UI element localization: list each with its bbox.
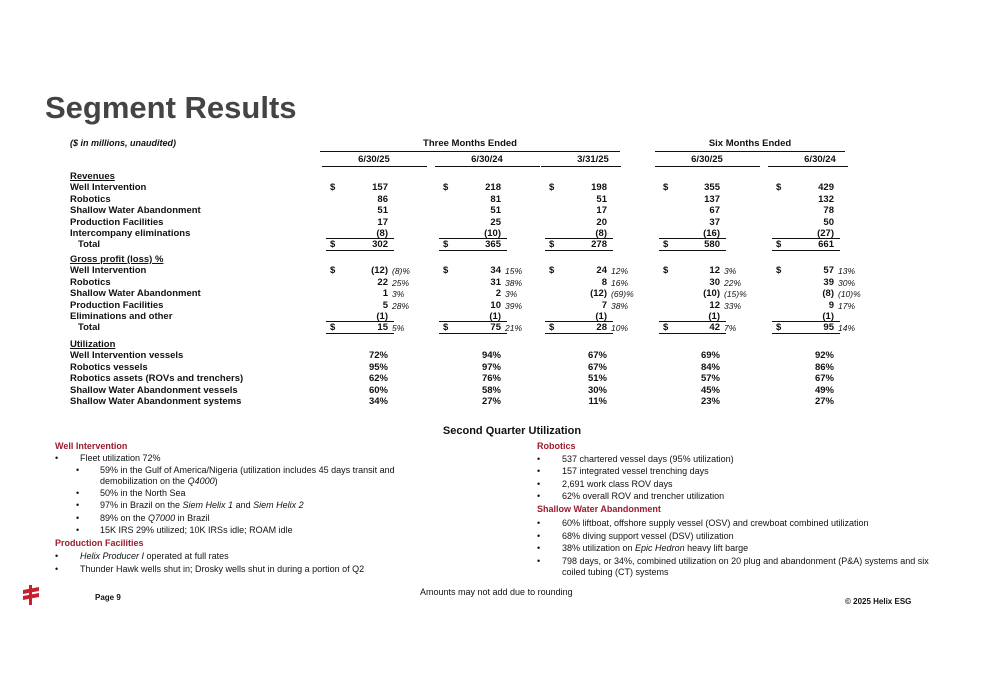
table-cell: 30	[709, 276, 720, 288]
list-item: • 89% on the Q7000 in Brazil	[76, 513, 210, 523]
column-header: 3/31/25	[577, 154, 609, 165]
column-header-rule	[655, 166, 760, 167]
table-cell: 27%	[481, 396, 501, 407]
table-cell: 1	[382, 288, 388, 300]
table-cell: 95%	[368, 361, 388, 373]
section-header: Revenues	[70, 171, 115, 182]
table-cell: 30%	[587, 384, 607, 396]
column-header-rule	[322, 166, 427, 167]
bullet-icon: •	[537, 466, 541, 476]
table-cell: 67	[709, 205, 720, 217]
production-facilities-heading: Production Facilities	[55, 538, 144, 548]
column-header-rule	[768, 166, 848, 167]
row-label: Well Intervention	[70, 265, 147, 277]
table-cell: 5	[382, 299, 388, 311]
bullet-icon: •	[76, 500, 80, 510]
table-cell: 51	[596, 193, 607, 205]
list-item: • 68% diving support vessel (DSV) utilization	[537, 531, 734, 541]
table-subtitle: ($ in millions, unaudited)	[70, 138, 177, 148]
three-months-rule	[320, 151, 620, 152]
bullet-icon: •	[537, 543, 541, 553]
list-item: • 38% utilization on Epic Hedron heavy lift barge	[537, 543, 749, 553]
dollar-sign: $	[549, 265, 555, 277]
table-cell: (1)	[708, 311, 720, 322]
table-cell: 31	[490, 276, 501, 288]
table-cell: 78	[823, 205, 834, 217]
table-cell: (10)	[484, 228, 501, 239]
rounding-note: Amounts may not add due to rounding	[420, 587, 573, 597]
bullet-icon: •	[537, 518, 541, 528]
table-cell: 25	[490, 216, 501, 228]
table-cell: 51	[377, 205, 388, 217]
percent-cell: 12%	[611, 266, 629, 277]
total-double-rule	[772, 333, 840, 334]
table-cell: 22	[377, 276, 388, 288]
percent-cell: 33%	[724, 300, 742, 311]
well-intervention-heading: Well Intervention	[55, 441, 128, 451]
column-header: 6/30/24	[804, 154, 836, 165]
table-cell: 429	[818, 182, 834, 194]
percent-cell: 16%	[611, 277, 629, 288]
percent-cell: 28%	[392, 300, 410, 311]
row-label: Shallow Water Abandonment vessels	[70, 384, 238, 396]
table-cell: 12	[709, 299, 720, 311]
list-item: • Helix Producer I operated at full rates	[55, 551, 229, 561]
table-cell: (27)	[817, 228, 834, 239]
dollar-sign: $	[549, 322, 555, 334]
bullet-icon: •	[76, 525, 80, 535]
row-label: Robotics	[70, 193, 111, 205]
copyright: © 2025 Helix ESG	[845, 597, 912, 606]
total-rule	[545, 238, 613, 239]
table-cell: 51	[490, 205, 501, 217]
table-cell: 97%	[481, 361, 501, 373]
column-header: 6/30/24	[471, 154, 503, 165]
list-item: • 537 chartered vessel days (95% utilization)	[537, 454, 734, 464]
bullet-icon: •	[55, 564, 59, 574]
table-cell: 132	[818, 193, 834, 205]
total-rule	[772, 321, 840, 322]
row-label: Eliminations and other	[70, 311, 173, 322]
table-cell: 17	[377, 216, 388, 228]
shallow-water-heading: Shallow Water Abandonment	[537, 504, 661, 514]
total-rule	[659, 238, 726, 239]
table-cell: 7	[601, 299, 607, 311]
total-double-rule	[772, 250, 840, 251]
total-rule	[326, 321, 394, 322]
row-label: Shallow Water Abandonment	[70, 288, 201, 300]
percent-cell: 17%	[838, 300, 856, 311]
table-cell: 10	[490, 299, 501, 311]
bullet-icon: •	[537, 531, 541, 541]
table-cell: 49%	[814, 384, 834, 396]
percent-cell: 14%	[838, 323, 856, 334]
dollar-sign: $	[663, 322, 669, 334]
table-cell: 9	[828, 299, 834, 311]
bullet-icon: •	[76, 465, 80, 475]
page-title: Segment Results	[45, 90, 297, 125]
table-cell: (1)	[822, 311, 834, 322]
bullet-icon: •	[537, 454, 541, 464]
three-months-header: Three Months Ended	[423, 138, 517, 149]
percent-cell: 30%	[838, 277, 856, 288]
table-cell: 218	[485, 182, 501, 194]
percent-cell: (10)%	[838, 289, 861, 300]
table-cell: 661	[818, 239, 834, 251]
percent-cell: 21%	[505, 323, 523, 334]
table-cell: 23%	[700, 396, 720, 407]
list-item: • Fleet utilization 72%	[55, 453, 161, 463]
percent-cell: 3%	[505, 289, 518, 300]
row-label: Robotics	[70, 276, 111, 288]
table-cell: 67%	[587, 350, 607, 362]
table-cell: 12	[709, 265, 720, 277]
table-cell: 24	[596, 265, 607, 277]
dollar-sign: $	[330, 182, 336, 194]
row-label: Production Facilities	[70, 216, 164, 228]
table-cell: 95	[823, 322, 834, 334]
table-cell: 45%	[700, 384, 720, 396]
table-cell: 27%	[814, 396, 834, 407]
table-cell: (1)	[489, 311, 501, 322]
bullet-icon: •	[55, 453, 59, 463]
table-cell: 62%	[368, 373, 388, 385]
percent-cell: 5%	[392, 323, 405, 334]
table-cell: 37	[709, 216, 720, 228]
table-cell: 51%	[587, 373, 607, 385]
row-label: Total	[78, 322, 100, 334]
table-cell: 8	[601, 276, 607, 288]
percent-cell: (8)%	[392, 266, 410, 277]
row-label: Robotics vessels	[70, 361, 148, 373]
table-cell: 86	[377, 193, 388, 205]
table-cell: 84%	[700, 361, 720, 373]
total-double-rule	[545, 250, 613, 251]
table-cell: 57	[823, 265, 834, 277]
list-item: • 59% in the Gulf of America/Nigeria (utilization includes 45 days transit and demobilization on the Q4000)	[76, 465, 395, 486]
percent-cell: 22%	[724, 277, 742, 288]
helix-logo-icon	[20, 584, 42, 606]
table-cell: 76%	[481, 373, 501, 385]
total-rule	[545, 321, 613, 322]
total-double-rule	[439, 333, 507, 334]
dollar-sign: $	[776, 239, 782, 251]
column-header: 6/30/25	[358, 154, 390, 165]
dollar-sign: $	[776, 322, 782, 334]
section-header: Gross profit (loss) %	[70, 254, 164, 265]
table-cell: 157	[372, 182, 388, 194]
table-cell: 20	[596, 216, 607, 228]
table-cell: 92%	[814, 350, 834, 362]
percent-cell: 13%	[838, 266, 856, 277]
column-header-rule	[541, 166, 621, 167]
table-cell: 580	[704, 239, 720, 251]
table-cell: (8)	[822, 288, 834, 300]
total-rule	[326, 238, 394, 239]
table-cell: 39	[823, 276, 834, 288]
total-double-rule	[659, 250, 726, 251]
table-cell: 11%	[588, 396, 607, 407]
percent-cell: (69)%	[611, 289, 634, 300]
total-rule	[659, 321, 726, 322]
table-cell: 137	[704, 193, 720, 205]
table-cell: 94%	[481, 350, 501, 362]
bullet-icon: •	[537, 479, 541, 489]
six-months-rule	[655, 151, 845, 152]
table-cell: (10)	[703, 288, 720, 300]
percent-cell: 3%	[392, 289, 405, 300]
dollar-sign: $	[443, 322, 449, 334]
table-cell: 57%	[700, 373, 720, 385]
dollar-sign: $	[663, 239, 669, 251]
list-item: • 97% in Brazil on the Siem Helix 1 and Siem Helix 2	[76, 500, 304, 510]
table-cell: 278	[591, 239, 607, 251]
list-item: • 62% overall ROV and trencher utilization	[537, 491, 725, 501]
table-cell: 50	[823, 216, 834, 228]
table-cell: (8)	[376, 228, 388, 239]
total-rule	[772, 238, 840, 239]
table-cell: 60%	[368, 384, 388, 396]
row-label: Well Intervention	[70, 182, 147, 194]
bullet-icon: •	[55, 551, 59, 561]
table-cell: (12)	[590, 288, 607, 300]
table-cell: 75	[490, 322, 501, 334]
column-header-rule	[435, 166, 540, 167]
list-item: • 2,691 work class ROV days	[537, 479, 673, 489]
percent-cell: (15)%	[724, 289, 747, 300]
dollar-sign: $	[330, 239, 336, 251]
total-double-rule	[326, 250, 394, 251]
row-label: Shallow Water Abandonment	[70, 205, 201, 217]
table-cell: (12)	[371, 265, 388, 277]
percent-cell: 39%	[505, 300, 523, 311]
table-cell: 28	[596, 322, 607, 334]
table-cell: 42	[709, 322, 720, 334]
dollar-sign: $	[549, 239, 555, 251]
table-cell: (16)	[703, 228, 720, 239]
row-label: Total	[78, 239, 100, 251]
list-item: • Thunder Hawk wells shut in; Drosky wells shut in during a portion of Q2	[55, 564, 365, 574]
percent-cell: 38%	[611, 300, 629, 311]
dollar-sign: $	[330, 322, 336, 334]
list-item: • 798 days, or 34%, combined utilization on 20 plug and abandonment (P&A) systems and six coiled tubing (CT) systems	[537, 556, 929, 577]
dollar-sign: $	[663, 265, 669, 277]
list-item: • 157 integrated vessel trenching days	[537, 466, 709, 476]
dollar-sign: $	[549, 182, 555, 194]
bullet-icon: •	[76, 488, 80, 498]
total-double-rule	[439, 250, 507, 251]
table-cell: 81	[490, 193, 501, 205]
bullet-icon: •	[537, 491, 541, 501]
table-cell: 365	[485, 239, 501, 251]
page-number: Page 9	[95, 593, 121, 602]
dollar-sign: $	[443, 265, 449, 277]
dollar-sign: $	[443, 239, 449, 251]
dollar-sign: $	[776, 182, 782, 194]
row-label: Shallow Water Abandonment systems	[70, 396, 242, 407]
dollar-sign: $	[330, 265, 336, 277]
six-months-header: Six Months Ended	[708, 138, 792, 149]
list-item: • 50% in the North Sea	[76, 488, 186, 498]
dollar-sign: $	[776, 265, 782, 277]
percent-cell: 25%	[392, 277, 410, 288]
total-double-rule	[326, 333, 394, 334]
dollar-sign: $	[663, 182, 669, 194]
table-cell: 2	[495, 288, 501, 300]
total-double-rule	[545, 333, 613, 334]
row-label: Well Intervention vessels	[70, 350, 184, 362]
table-cell: 72%	[368, 350, 388, 362]
bullet-icon: •	[537, 556, 541, 566]
row-label: Intercompany eliminations	[70, 228, 191, 239]
list-item: • 15K IRS 29% utilized; 10K IRSs idle; ROAM idle	[76, 525, 293, 535]
percent-cell: 3%	[724, 266, 737, 277]
table-cell: 69%	[700, 350, 720, 362]
total-rule	[439, 238, 507, 239]
table-cell: 67%	[587, 361, 607, 373]
percent-cell: 10%	[611, 323, 629, 334]
column-header: 6/30/25	[691, 154, 723, 165]
table-cell: 15	[377, 322, 388, 334]
table-cell: 34	[490, 265, 501, 277]
dollar-sign: $	[443, 182, 449, 194]
table-cell: 198	[591, 182, 607, 194]
list-item: • 60% liftboat, offshore supply vessel (OSV) and crewboat combined utilization	[537, 518, 869, 528]
section-header: Utilization	[70, 339, 116, 350]
second-quarter-title: Second Quarter Utilization	[442, 425, 582, 437]
table-cell: 67%	[814, 373, 834, 385]
total-double-rule	[659, 333, 726, 334]
bullet-icon: •	[76, 513, 80, 523]
table-cell: (1)	[595, 311, 607, 322]
percent-cell: 38%	[505, 277, 523, 288]
table-cell: 17	[596, 205, 607, 217]
table-cell: (8)	[595, 228, 607, 239]
table-cell: 58%	[481, 384, 501, 396]
table-cell: 302	[372, 239, 388, 251]
table-cell: 355	[704, 182, 720, 194]
robotics-heading: Robotics	[537, 441, 576, 451]
percent-cell: 15%	[505, 266, 523, 277]
table-cell: 34%	[368, 396, 388, 407]
row-label: Robotics assets (ROVs and trenchers)	[70, 373, 244, 385]
row-label: Production Facilities	[70, 299, 164, 311]
table-cell: 86%	[814, 361, 834, 373]
table-cell: (1)	[376, 311, 388, 322]
total-rule	[439, 321, 507, 322]
percent-cell: 7%	[724, 323, 737, 334]
